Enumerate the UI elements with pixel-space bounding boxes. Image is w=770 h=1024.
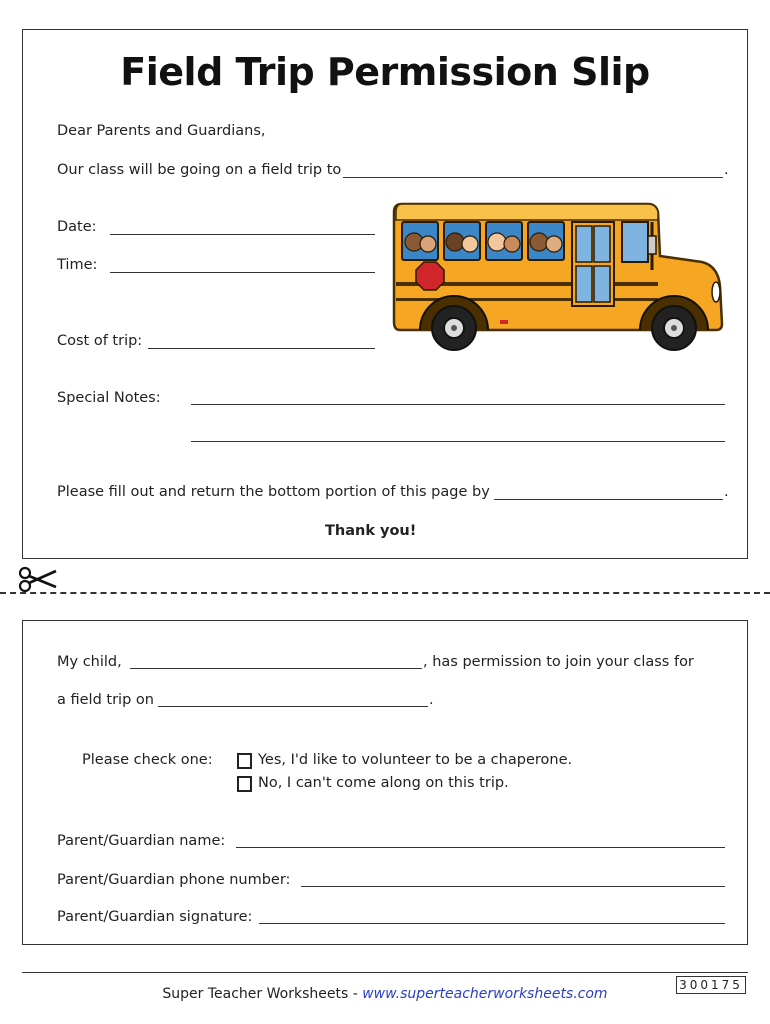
trip-destination-line[interactable] <box>343 177 723 178</box>
notes-label: Special Notes: <box>57 390 161 406</box>
guardian-phone-label: Parent/Guardian phone number: <box>57 872 291 888</box>
checkbox-no[interactable] <box>237 776 252 792</box>
permission-text: , has permission to join your class for <box>423 654 694 670</box>
child-name-line[interactable] <box>130 668 422 669</box>
cut-line <box>0 592 770 594</box>
trip-date-line[interactable] <box>158 706 428 707</box>
time-label: Time: <box>57 257 98 273</box>
trip-on-label: a field trip on <box>57 692 154 708</box>
worksheet-code: 300175 <box>676 976 746 994</box>
notes-line-2[interactable] <box>191 441 725 442</box>
time-line[interactable] <box>110 272 375 273</box>
period: . <box>724 484 729 500</box>
page-title: Field Trip Permission Slip <box>120 50 650 94</box>
notes-line-1[interactable] <box>191 404 725 405</box>
footer-rule <box>22 972 748 973</box>
guardian-signature-label: Parent/Guardian signature: <box>57 909 253 925</box>
thank-you: Thank you! <box>325 523 417 539</box>
cost-label: Cost of trip: <box>57 333 143 349</box>
greeting: Dear Parents and Guardians, <box>57 123 266 139</box>
guardian-name-label: Parent/Guardian name: <box>57 833 226 849</box>
check-label: Please check one: <box>82 752 213 768</box>
option-no-label: No, I can't come along on this trip. <box>258 775 509 791</box>
cost-line[interactable] <box>148 348 375 349</box>
guardian-phone-line[interactable] <box>301 886 725 887</box>
return-label: Please fill out and return the bottom portion of this page by <box>57 484 490 500</box>
period: . <box>724 162 729 178</box>
footer <box>0 986 770 1002</box>
guardian-name-line[interactable] <box>236 847 725 848</box>
checkbox-yes[interactable] <box>237 753 252 769</box>
child-label: My child, <box>57 654 122 670</box>
return-date-line[interactable] <box>494 499 723 500</box>
option-yes-label: Yes, I'd like to volunteer to be a chaperone. <box>258 752 573 768</box>
school-bus-illustration <box>390 196 726 356</box>
trip-to-label: Our class will be going on a field trip to <box>57 162 342 178</box>
scissors-icon <box>18 566 60 592</box>
footer-link[interactable]: www.superteacherworksheets.com <box>362 986 608 1002</box>
date-label: Date: <box>57 219 97 235</box>
footer-brand: Super Teacher Worksheets - <box>162 986 363 1002</box>
guardian-signature-line[interactable] <box>259 923 725 924</box>
period: . <box>429 692 434 708</box>
date-line[interactable] <box>110 234 375 235</box>
